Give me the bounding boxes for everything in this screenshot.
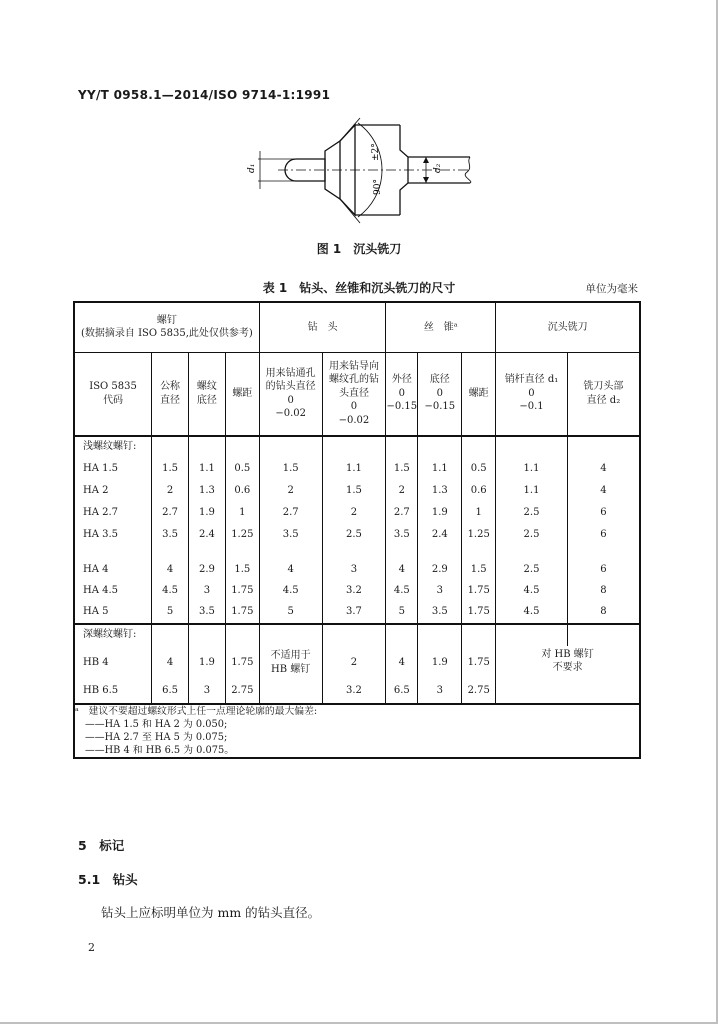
nominal-cell: 6.5 xyxy=(152,680,189,704)
angle-label: 90° xyxy=(373,179,383,195)
shallow-screw-label: 浅螺纹螺钉: xyxy=(74,436,152,458)
blank-cell xyxy=(259,624,322,646)
tap-pitch-cell: 1.75 xyxy=(462,646,496,680)
iso-code-cell: HA 4 xyxy=(74,546,152,580)
blank-cell xyxy=(386,436,418,458)
tap-root-cell: 2.4 xyxy=(418,524,462,546)
countersink-shank-cell: 2.5 xyxy=(496,546,568,580)
pitch-cell: 1.25 xyxy=(225,524,259,546)
countersink-head-cell: 8 xyxy=(567,602,640,624)
countersink-head-cell: 6 xyxy=(567,546,640,580)
drill-pilot-cell: 1.5 xyxy=(322,480,386,502)
section-5-1-heading: 5.1 钻头 xyxy=(78,872,138,887)
blank-cell xyxy=(322,436,386,458)
header-line: 销杆直径 d₁ xyxy=(504,374,559,386)
table-row xyxy=(74,502,640,524)
tap-outer-cell: 2.7 xyxy=(386,502,418,524)
page-number: 2 xyxy=(88,941,95,954)
deep-screw-label: 深螺纹螺钉: xyxy=(74,624,152,646)
footnote-item: ——HA 1.5 和 HA 2 为 0.050; xyxy=(85,718,228,730)
iso-code-cell: HA 4.5 xyxy=(74,580,152,602)
blank-cell xyxy=(496,436,568,458)
tolerance-lower: −0.02 xyxy=(338,414,370,426)
drill-clearance-cell xyxy=(259,680,322,704)
nominal-cell: 4 xyxy=(152,646,189,680)
countersink-shank-cell: 4.5 xyxy=(496,580,568,602)
tap-root-cell: 1.9 xyxy=(418,502,462,524)
blank-cell xyxy=(496,624,568,646)
nominal-cell: 2.7 xyxy=(152,502,189,524)
header-line: 代码 xyxy=(103,394,124,406)
tolerance-upper: 0 xyxy=(287,394,294,406)
table-row xyxy=(74,546,640,580)
root-cell: 3.5 xyxy=(189,602,226,624)
tap-root-header xyxy=(418,352,462,436)
pitch-cell: 2.75 xyxy=(225,680,259,704)
blank-cell xyxy=(189,624,226,646)
tolerance-lower: −0.15 xyxy=(424,401,456,413)
root-cell: 1.9 xyxy=(189,502,226,524)
pitch-cell: 0.5 xyxy=(225,458,259,480)
tap-pitch-cell: 1.5 xyxy=(462,546,496,580)
drill-pilot-header xyxy=(322,352,386,436)
drill-clearance-cell: 1.5 xyxy=(259,458,322,480)
drill-clearance-cell: 2 xyxy=(259,480,322,502)
tap-root-cell: 3.5 xyxy=(418,602,462,624)
blank-cell xyxy=(225,436,259,458)
pitch-cell: 1.75 xyxy=(225,602,259,624)
drill-clearance-note xyxy=(259,646,322,680)
table-row xyxy=(74,524,640,546)
drill-pilot-cell: 2.5 xyxy=(322,524,386,546)
countersink-cutter-figure xyxy=(230,115,480,235)
countersink-shank-cell: 1.1 xyxy=(496,480,568,502)
countersink-group-header: 沉头铣刀 xyxy=(496,302,640,352)
drill-pilot-cell: 2 xyxy=(322,502,386,524)
blank-cell xyxy=(259,436,322,458)
header-line: 螺纹 xyxy=(196,381,217,392)
d1-label: d₁ xyxy=(247,163,257,173)
d2-label: d₂ xyxy=(433,163,443,173)
pitch-cell: 1.75 xyxy=(225,646,259,680)
countersink-shank-header xyxy=(496,352,568,436)
tap-root-cell: 3 xyxy=(418,680,462,704)
pitch-cell: 1.75 xyxy=(225,580,259,602)
pitch-cell: 1 xyxy=(225,502,259,524)
table-row xyxy=(74,480,640,502)
deep-group-label-row xyxy=(74,624,640,646)
tolerance-lower: −0.02 xyxy=(275,408,306,419)
header-line: ISO 5835 xyxy=(89,381,137,392)
tolerance-upper: 0 xyxy=(350,401,358,413)
tap-pitch-cell: 1.75 xyxy=(462,602,496,624)
blank-cell xyxy=(418,436,462,458)
header-line: 铣刀头部 xyxy=(583,381,624,392)
drill-clearance-cell: 4.5 xyxy=(259,580,322,602)
tap-outer-cell: 1.5 xyxy=(386,458,418,480)
header-line: 直径 d₂ xyxy=(586,394,621,406)
drill-clearance-cell: 3.5 xyxy=(259,524,322,546)
pitch-cell: 0.6 xyxy=(225,480,259,502)
footnote-item: ——HA 2.7 至 HA 5 为 0.075; xyxy=(85,731,228,743)
tap-pitch-cell: 1.25 xyxy=(462,524,496,546)
drill-pilot-cell: 2 xyxy=(322,646,386,680)
shallow-group-label-row xyxy=(74,436,640,458)
tap-outer-cell: 4.5 xyxy=(386,580,418,602)
table-unit: 单位为毫米 xyxy=(585,283,638,295)
table-row xyxy=(74,646,640,680)
tap-pitch-cell: 0.5 xyxy=(462,458,496,480)
header-line: 公称 xyxy=(160,381,181,392)
dimensions-table xyxy=(73,301,641,759)
blank-cell xyxy=(225,624,259,646)
countersink-shank-cell: 4.5 xyxy=(496,602,568,624)
root-cell: 1.1 xyxy=(189,458,226,480)
note-line: 对 HB 螺钉 xyxy=(541,648,594,660)
tolerance-lower: −0.15 xyxy=(386,401,418,413)
header-line: 直径 xyxy=(160,394,181,406)
root-cell: 3 xyxy=(189,580,226,602)
screw-group-header xyxy=(74,302,259,352)
iso-code-cell: HA 2 xyxy=(74,480,152,502)
root-cell: 1.9 xyxy=(189,646,226,680)
blank-cell xyxy=(462,436,496,458)
header-line: 底径 xyxy=(429,374,450,386)
nominal-cell: 3.5 xyxy=(152,524,189,546)
screw-header-line: (数据摘录自 ISO 5835,此处仅供参考) xyxy=(80,328,253,340)
blank-cell xyxy=(189,436,226,458)
drill-pilot-cell: 3.2 xyxy=(322,680,386,704)
figure-caption: 图 1 沉头铣刀 xyxy=(316,242,402,256)
tap-pitch-header: 螺距 xyxy=(462,352,496,436)
tap-pitch-cell: 2.75 xyxy=(462,680,496,704)
tap-outer-cell: 4 xyxy=(386,646,418,680)
countersink-shank-cell: 1.1 xyxy=(496,458,568,480)
blank-cell xyxy=(152,624,189,646)
iso-code-cell: HB 4 xyxy=(74,646,152,680)
tap-root-cell: 1.9 xyxy=(418,646,462,680)
drill-pilot-cell: 3.7 xyxy=(322,602,386,624)
drill-clearance-cell: 4 xyxy=(259,546,322,580)
sub-header-row xyxy=(74,352,640,436)
footnote-text: ᵃ 建议不要超过螺纹形式上任一点理论轮廓的最大偏差: xyxy=(75,705,318,717)
drill-pilot-cell: 3 xyxy=(322,546,386,580)
root-cell: 2.4 xyxy=(189,524,226,546)
countersink-head-header xyxy=(567,352,640,436)
footnote-cell xyxy=(74,704,640,759)
header-line: 底径 xyxy=(196,394,217,406)
root-cell: 1.3 xyxy=(189,480,226,502)
root-cell: 3 xyxy=(189,680,226,704)
iso-code-cell: HA 3.5 xyxy=(74,524,152,546)
countersink-note xyxy=(496,646,640,704)
header-line: 头直径 xyxy=(338,387,369,399)
blank-cell xyxy=(567,624,640,646)
countersink-head-cell: 4 xyxy=(567,458,640,480)
tolerance-upper: 0 xyxy=(528,387,535,399)
tap-outer-cell: 6.5 xyxy=(386,680,418,704)
section-5-1-text: 钻头上应标明单位为 mm 的钻头直径。 xyxy=(101,905,321,920)
tap-root-cell: 1.3 xyxy=(418,480,462,502)
nominal-cell: 5 xyxy=(152,602,189,624)
tap-root-cell: 3 xyxy=(418,580,462,602)
drill-clearance-header xyxy=(259,352,322,436)
footnote-row xyxy=(74,704,640,759)
nominal-diameter-header xyxy=(152,352,189,436)
note-line: 不适用于 xyxy=(270,650,311,661)
tolerance-upper: 0 xyxy=(398,387,406,399)
blank-cell xyxy=(567,436,640,458)
table-row xyxy=(74,580,640,602)
nominal-cell: 1.5 xyxy=(152,458,189,480)
root-diameter-header xyxy=(189,352,226,436)
iso-code-cell: HB 6.5 xyxy=(74,680,152,704)
countersink-head-cell: 8 xyxy=(567,580,640,602)
tap-outer-cell: 2 xyxy=(386,480,418,502)
countersink-head-cell: 6 xyxy=(567,502,640,524)
header-line: 外径 xyxy=(391,374,412,386)
drill-group-header: 钻 头 xyxy=(259,302,386,352)
root-cell: 2.9 xyxy=(189,546,226,580)
tap-root-cell: 1.1 xyxy=(418,458,462,480)
tap-outer-cell: 4 xyxy=(386,546,418,580)
tap-pitch-cell: 0.6 xyxy=(462,480,496,502)
drill-pilot-cell: 3.2 xyxy=(322,580,386,602)
section-5-heading: 5 标记 xyxy=(78,838,125,853)
blank-cell xyxy=(152,436,189,458)
document-header: YY/T 0958.1—2014/ISO 9714-1:1991 xyxy=(78,88,331,102)
header-line: 用来钻导向 xyxy=(328,360,379,372)
drill-clearance-cell: 2.7 xyxy=(259,502,322,524)
footnote-item: ——HB 4 和 HB 6.5 为 0.075。 xyxy=(85,745,235,757)
tap-outer-header xyxy=(386,352,418,436)
shallow-rows xyxy=(74,458,640,624)
pitch-cell: 1.5 xyxy=(225,546,259,580)
tap-pitch-cell: 1 xyxy=(462,502,496,524)
blank-cell xyxy=(418,624,462,646)
table-row xyxy=(74,458,640,480)
note-line: HB 螺钉 xyxy=(271,663,311,675)
nominal-cell: 2 xyxy=(152,480,189,502)
tap-outer-cell: 3.5 xyxy=(386,524,418,546)
iso-code-cell: HA 5 xyxy=(74,602,152,624)
header-line: 的钻头直径 xyxy=(265,381,316,392)
tap-group-header: 丝 锥ᵃ xyxy=(386,302,496,352)
blank-cell xyxy=(462,624,496,646)
tolerance-upper: 0 xyxy=(436,387,443,399)
drill-clearance-cell: 5 xyxy=(259,602,322,624)
pitch-header: 螺距 xyxy=(225,352,259,436)
tolerance-lower: −0.1 xyxy=(519,401,544,413)
screw-header-line: 螺钉 xyxy=(156,314,177,326)
note-line: 不要求 xyxy=(552,662,583,673)
nominal-cell: 4.5 xyxy=(152,580,189,602)
drill-pilot-cell: 1.1 xyxy=(322,458,386,480)
group-header-row xyxy=(74,302,640,352)
angle-tolerance-label: ±2° xyxy=(371,143,381,161)
blank-cell xyxy=(322,624,386,646)
tap-outer-cell: 5 xyxy=(386,602,418,624)
countersink-head-cell: 4 xyxy=(567,480,640,502)
blank-cell xyxy=(386,624,418,646)
table-row xyxy=(74,602,640,624)
nominal-cell: 4 xyxy=(152,546,189,580)
countersink-shank-cell: 2.5 xyxy=(496,524,568,546)
iso-code-cell: HA 1.5 xyxy=(74,458,152,480)
tap-pitch-cell: 1.75 xyxy=(462,580,496,602)
countersink-head-cell: 6 xyxy=(567,524,640,546)
countersink-shank-cell: 2.5 xyxy=(496,502,568,524)
iso-code-cell: HA 2.7 xyxy=(74,502,152,524)
header-line: 螺纹孔的钻 xyxy=(328,374,379,386)
tap-root-cell: 2.9 xyxy=(418,546,462,580)
header-line: 用来钻通孔 xyxy=(265,367,316,379)
iso-code-header xyxy=(74,352,152,436)
table-title: 表 1 钻头、丝锥和沉头铣刀的尺寸 xyxy=(262,281,456,295)
